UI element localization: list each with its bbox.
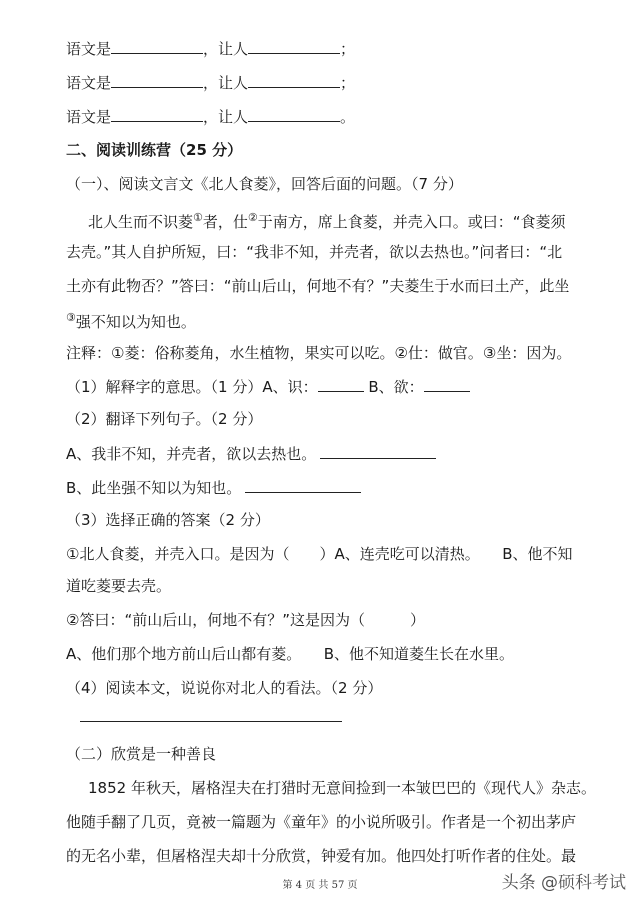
question-title: （一）、阅读文言文《北人食菱》，回答后面的问题。（7 分） <box>66 175 463 193</box>
passage-line <box>88 208 566 232</box>
text: B、欲： <box>363 378 424 396</box>
footnote-mark: ② <box>247 211 258 224</box>
question-3: （3）选择正确的答案（2 分） <box>66 511 270 529</box>
text: 语文是 <box>66 40 112 58</box>
text: （1）解释字的意思。（1 分）A、识： <box>66 378 318 396</box>
question-1 <box>66 376 470 397</box>
question-2b <box>66 477 361 498</box>
answer-blank[interactable] <box>248 72 340 88</box>
question-2a <box>66 443 436 464</box>
answer-blank[interactable] <box>318 376 364 392</box>
text: B、此坐强不知以为知也。 <box>66 479 242 497</box>
text: A、我非不知，并壳者，欲以去热也。 <box>66 445 317 463</box>
text: ； <box>340 40 356 58</box>
section-heading: 二、阅读训练营（25 分） <box>66 141 243 159</box>
page-footer: 第 4 页 共 57 页 <box>282 880 358 891</box>
question-4: （4）阅读本文，说说你对北人的看法。（2 分） <box>66 679 383 697</box>
text: ，让人 <box>203 40 249 58</box>
passage-line <box>66 308 196 332</box>
fill-line-2 <box>66 72 355 93</box>
answer-blank[interactable] <box>424 376 470 392</box>
fill-line-1 <box>66 38 355 59</box>
answer-line[interactable] <box>80 706 342 727</box>
text: ，让人 <box>203 108 249 126</box>
text: ； <box>340 74 356 92</box>
question-3-1-cont: 道吃菱要去壳。 <box>66 577 172 595</box>
text: 北人生而不识菱 <box>88 213 194 231</box>
text: 于南方，席上食菱，并壳入口。或曰：“食菱须 <box>257 213 566 231</box>
question-3-2: ②答曰：“前山后山，何地不有？”这是因为（ ） <box>66 611 425 629</box>
text: 语文是 <box>66 108 112 126</box>
passage2-line: 他随手翻了几页，竟被一篇题为《童年》的小说所吸引。作者是一个初出茅庐 <box>66 813 577 831</box>
answer-blank[interactable] <box>111 72 203 88</box>
answer-blank[interactable] <box>320 443 436 459</box>
footnote-mark: ① <box>193 211 203 224</box>
notes: 注释：①菱：俗称菱角，水生植物，果实可以吃。②仕：做官。③坐：因为。 <box>66 344 572 362</box>
watermark: 头条 @硕科考试 <box>501 873 626 893</box>
text: 语文是 <box>66 74 112 92</box>
text: 者，仕 <box>202 213 248 231</box>
question-3-2-options: A、他们那个地方前山后山都有菱。 B、他不知道菱生长在水里。 <box>66 645 515 663</box>
fill-line-3 <box>66 106 355 127</box>
text: ，让人 <box>203 74 249 92</box>
passage2-line: 的无名小辈，但屠格涅夫却十分欣赏，钟爱有加。他四处打听作者的住处。最 <box>66 847 577 865</box>
passage-line: 土亦有此物否？”答曰：“前山后山，何地不有？”夫菱生于水而曰土产，此坐 <box>66 277 570 295</box>
question-2: （2）翻译下列句子。（2 分） <box>66 410 263 428</box>
passage2-line: 1852 年秋天，屠格涅夫在打猎时无意间捡到一本皱巴巴的《现代人》杂志。 <box>88 779 596 797</box>
footnote-mark: ③ <box>66 311 76 324</box>
answer-blank[interactable] <box>248 38 340 54</box>
answer-blank[interactable] <box>245 477 361 493</box>
question-3-1: ①北人食菱，并壳入口。是因为（ ）A、连壳吃可以清热。 B、他不知 <box>66 545 573 563</box>
answer-blank[interactable] <box>111 106 203 122</box>
question-title-2: （二）欣赏是一种善良 <box>66 745 217 763</box>
answer-blank[interactable] <box>248 106 340 122</box>
text: 强不知以为知也。 <box>75 313 196 331</box>
text: 。 <box>340 108 356 126</box>
answer-blank[interactable] <box>111 38 203 54</box>
passage-line: 去壳。”其人自护所短，曰：“我非不知，并壳者，欲以去热也。”问者曰：“北 <box>66 243 563 261</box>
